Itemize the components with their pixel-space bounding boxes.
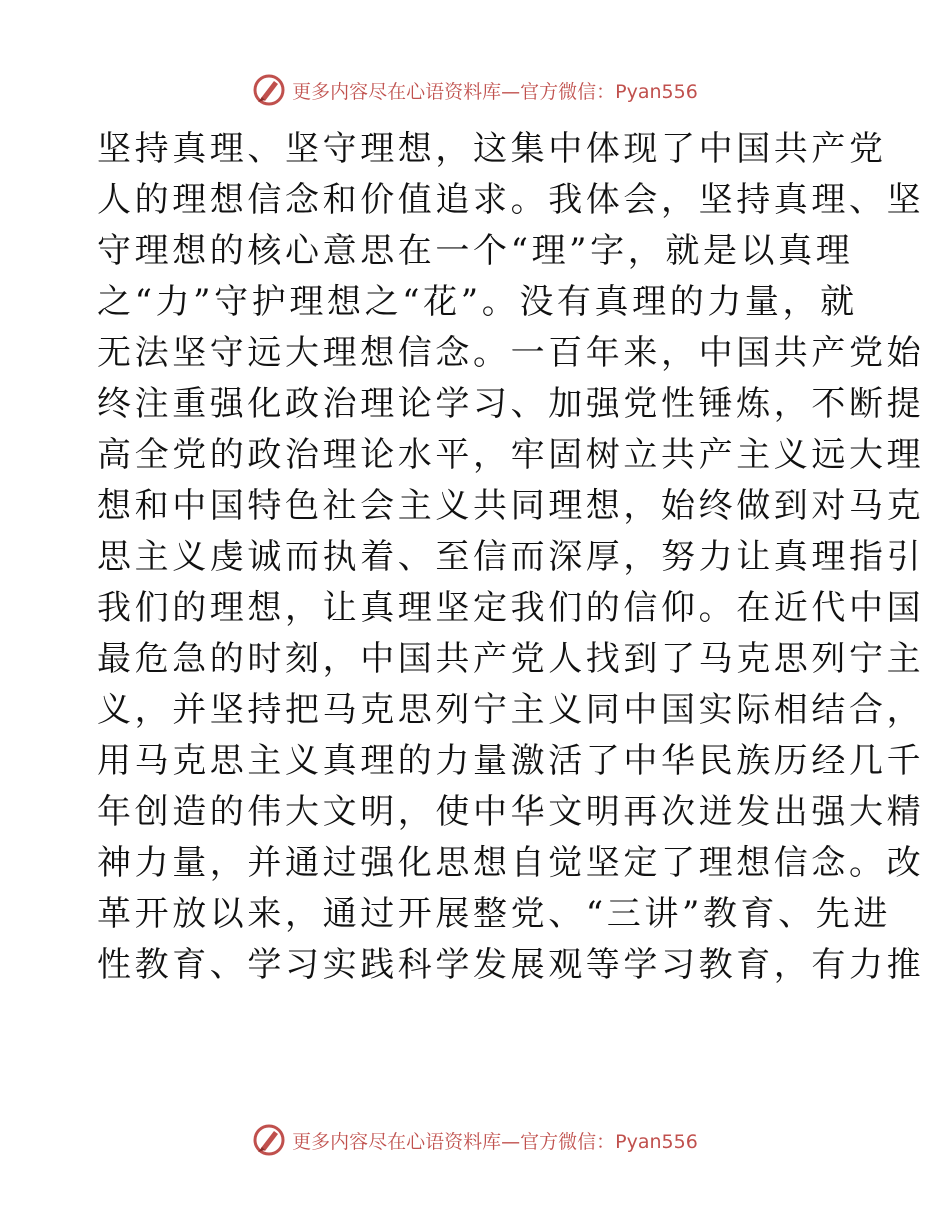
- banner-text: 更多内容尽在心语资料库—官方微信：: [292, 80, 616, 103]
- text-line: 我们的理想，让真理坚定我们的信仰。在近代中国: [97, 588, 925, 628]
- pen-logo-icon: [252, 1123, 286, 1157]
- text-line: 高全党的政治理论水平，牢固树立共产主义远大理: [97, 435, 925, 475]
- banner-handle: Pyan556: [615, 1130, 698, 1153]
- text-line: 最危急的时刻，中国共产党人找到了马克思列宁主: [97, 639, 925, 679]
- text-line: 思主义虔诚而执着、至信而深厚，努力让真理指引: [97, 537, 925, 577]
- banner-text: 更多内容尽在心语资料库—官方微信：: [292, 1130, 616, 1153]
- text-line: 年创造的伟大文明，使中华文明再次迸发出强大精: [97, 792, 925, 832]
- header-watermark: [0, 70, 950, 110]
- pen-logo-icon: [252, 73, 286, 107]
- text-line: 神力量，并通过强化思想自觉坚定了理想信念。改: [97, 843, 925, 883]
- text-line: 性教育、学习实践科学发展观等学习教育，有力推: [97, 945, 925, 985]
- text-line: 想和中国特色社会主义共同理想，始终做到对马克: [97, 486, 925, 526]
- footer-watermark: [0, 1120, 950, 1160]
- text-line: 义，并坚持把马克思列宁主义同中国实际相结合，: [97, 690, 925, 730]
- text-line: 人的理想信念和价值追求。我体会，坚持真理、坚: [97, 180, 925, 220]
- document-body: [97, 124, 925, 991]
- text-line: 终注重强化政治理论学习、加强党性锤炼，不断提: [97, 384, 925, 424]
- banner-handle: Pyan556: [615, 80, 698, 103]
- text-line: 守理想的核心意思在一个“理”字，就是以真理: [97, 231, 854, 271]
- text-line: 之“力”守护理想之“花”。没有真理的力量，就: [97, 282, 858, 322]
- text-line: 革开放以来，通过开展整党、“三讲”教育、先进: [97, 894, 891, 934]
- text-line: 无法坚守远大理想信念。一百年来，中国共产党始: [97, 333, 925, 373]
- text-line: 坚持真理、坚守理想，这集中体现了中国共产党: [97, 129, 887, 169]
- text-line: 用马克思主义真理的力量激活了中华民族历经几千: [97, 741, 925, 781]
